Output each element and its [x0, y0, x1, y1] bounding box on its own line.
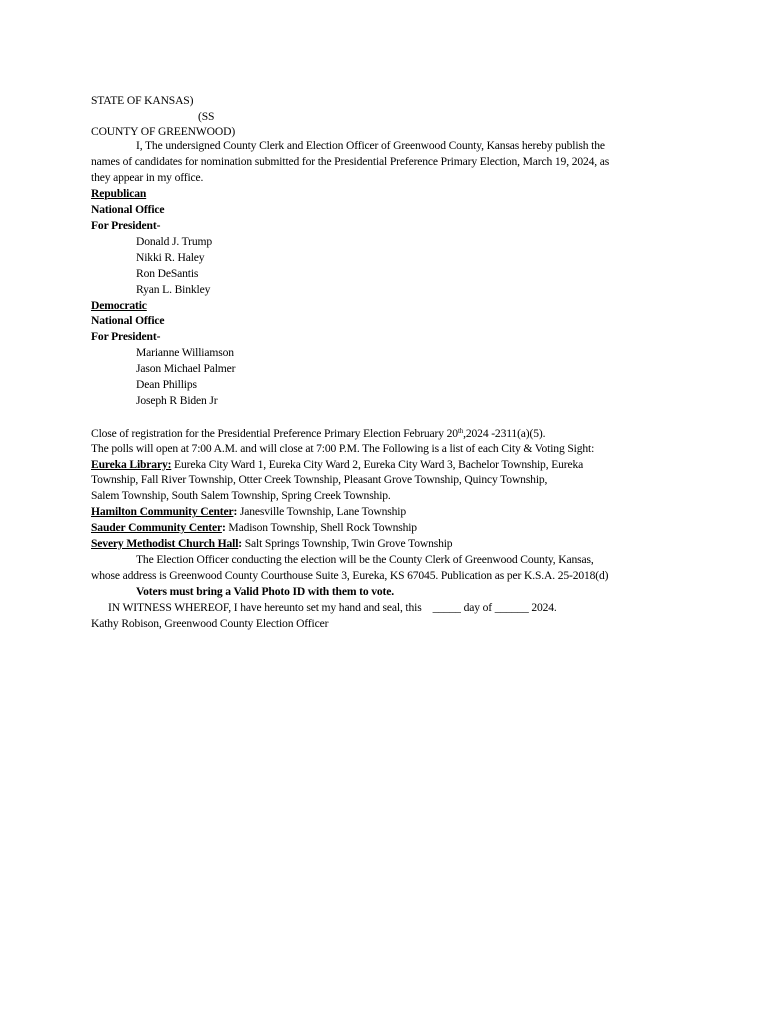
officer-paragraph-line-2: whose address is Greenwood County Courthouse Suite 3, Eureka, KS 67045. Publication as per K.S.A. 25-2018(d) [91, 569, 609, 582]
location-separator: : [221, 521, 226, 534]
candidate-name: Nikki R. Haley [136, 251, 205, 264]
location-name: Hamilton Community Center [91, 505, 234, 518]
candidate-name: Joseph R Biden Jr [136, 394, 218, 407]
location-name: Eureka Library: [91, 458, 172, 471]
party-heading-republican: Republican [91, 187, 147, 200]
location-separator: : [233, 505, 238, 518]
position-heading: For President- [91, 219, 161, 232]
location-name: Severy Methodist Church Hall [91, 537, 239, 550]
intro-line-2: names of candidates for nomination submitted for the Presidential Preference Primary Election, March 19, 2024, as [91, 155, 610, 168]
county-header: COUNTY OF GREENWOOD) [91, 125, 236, 138]
location-townships-continued: Salem Township, South Salem Township, Spring Creek Township. [91, 489, 391, 502]
candidate-name: Dean Phillips [136, 378, 197, 391]
photo-id-notice: Voters must bring a Valid Photo ID with them to vote. [136, 585, 394, 598]
registration-close-line [91, 426, 545, 442]
location-townships: Salt Springs Township, Twin Grove Township [242, 537, 453, 550]
officer-paragraph-line-1: The Election Officer conducting the election will be the County Clerk of Greenwood County, Kansas, [136, 553, 594, 566]
candidate-name: Ron DeSantis [136, 267, 199, 280]
candidate-name: Jason Michael Palmer [136, 362, 236, 375]
location-townships-continued: Township, Fall River Township, Otter Creek Township, Pleasant Grove Township, Quincy Township, [91, 473, 548, 486]
signature-line: Kathy Robison, Greenwood County Election Officer [91, 617, 329, 630]
intro-line-1: I, The undersigned County Clerk and Election Officer of Greenwood County, Kansas hereby publish the [136, 139, 605, 152]
location-severy-methodist-church-hall [91, 536, 452, 552]
location-eureka-library [91, 457, 583, 473]
registration-text: Close of registration for the Presidential Preference Primary Election February 20 [91, 427, 458, 440]
location-townships: Eureka City Ward 1, Eureka City Ward 2, Eureka City Ward 3, Bachelor Township, Eureka [171, 458, 584, 471]
registration-superscript: th [457, 427, 464, 435]
location-sauder-community-center [91, 520, 417, 536]
location-townships: Madison Township, Shell Rock Township [225, 521, 417, 534]
candidate-name: Donald J. Trump [136, 235, 213, 248]
witness-line: IN WITNESS WHEREOF, I have hereunto set my hand and seal, this _____ day of ______ 2024. [108, 601, 557, 614]
state-header: STATE OF KANSAS) [91, 94, 194, 107]
intro-line-3: they appear in my office. [91, 171, 204, 184]
location-townships: Janesville Township, Lane Township [237, 505, 407, 518]
location-hamilton-community-center [91, 504, 406, 520]
office-heading: National Office [91, 314, 165, 327]
office-heading: National Office [91, 203, 165, 216]
candidate-name: Marianne Williamson [136, 346, 234, 359]
location-separator: : [238, 537, 242, 550]
candidate-name: Ryan L. Binkley [136, 283, 211, 296]
ss-marker: (SS [198, 110, 215, 123]
location-name: Sauder Community Center [91, 521, 222, 534]
registration-text-end: ,2024 -2311(a)(5). [463, 427, 546, 440]
position-heading: For President- [91, 330, 161, 343]
polls-hours-line: The polls will open at 7:00 A.M. and will close at 7:00 P.M. The Following is a list of each City & Voting Sight: [91, 442, 595, 455]
party-heading-democratic: Democratic [91, 299, 147, 312]
